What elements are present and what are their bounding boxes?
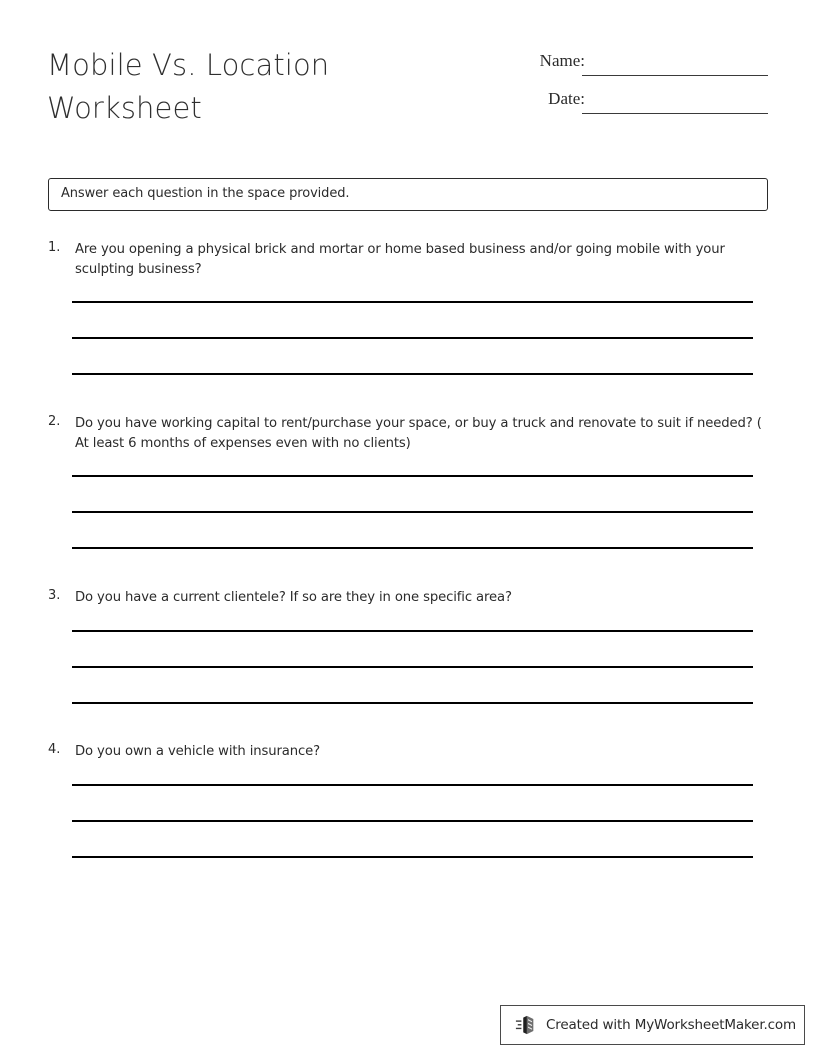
answer-line[interactable] [72,373,753,375]
answer-line-gap [72,339,753,373]
answer-line-gap [72,786,753,820]
answer-line[interactable] [72,547,753,549]
question-item [0,240,816,375]
answer-line-gap [72,513,753,547]
date-field-input[interactable] [582,113,768,114]
question-head [0,240,816,279]
question-item [0,414,816,549]
answer-line-gap [72,477,753,511]
question-text: Are you opening a physical brick and mortar or home based business and/or going mobile with your sculpting business? [75,242,725,277]
answer-line[interactable] [72,702,753,704]
question-number: 3. [48,588,61,603]
answer-line-gap [72,303,753,337]
name-field-label: Name: [539,51,585,70]
question-head [0,414,816,453]
question-text: Do you own a vehicle with insurance? [75,744,320,759]
answer-area[interactable] [72,784,753,858]
question-number: 2. [48,414,61,429]
answer-area[interactable] [72,301,753,375]
name-field-input[interactable] [582,75,768,76]
answer-line-gap [72,668,753,702]
page-title: Mobile Vs. Location Worksheet [47,48,330,125]
worksheet-header [0,0,816,150]
question-text: Do you have a current clientele? If so are they in one specific area? [75,590,512,605]
question-item [0,742,816,858]
worksheet-maker-logo-icon [515,1014,537,1036]
badge-content [515,1006,796,1044]
question-number: 4. [48,742,61,757]
question-head [0,742,816,762]
question-item [0,588,816,704]
date-field-row [510,86,780,124]
question-number: 1. [48,240,61,255]
instructions-text: Answer each question in the space provided. [61,186,350,201]
answer-area[interactable] [72,630,753,704]
question-head [0,588,816,608]
answer-line-gap [72,632,753,666]
student-info-fields [510,48,780,124]
badge-label: Created with MyWorksheetMaker.com [546,1017,797,1033]
question-text: Do you have working capital to rent/purchase your space, or buy a truck and renovate to suit if needed? ( At least 6 months of expenses even with no clients) [75,416,762,451]
date-field-label: Date: [548,89,585,108]
answer-area[interactable] [72,475,753,549]
answer-line-gap [72,822,753,856]
name-field-row [510,48,780,86]
footer-attribution-badge[interactable] [500,1005,805,1045]
answer-line[interactable] [72,856,753,858]
instructions-box [48,178,768,211]
